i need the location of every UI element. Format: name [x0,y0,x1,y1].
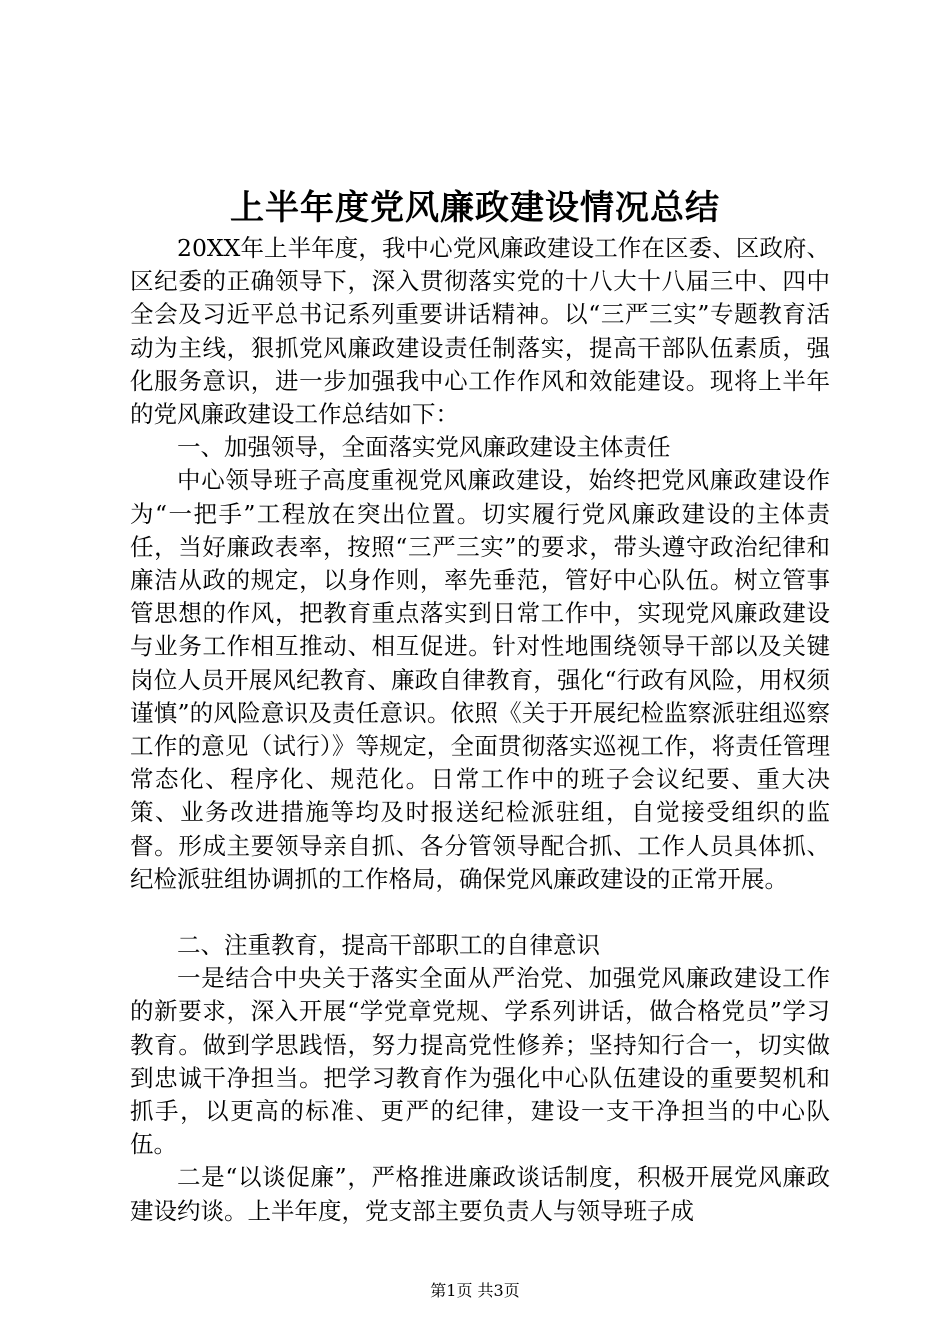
section-heading-2: 二、注重教育，提高干部职工的自律意识 [177,931,600,960]
paragraph-spacer [130,896,830,929]
section-2-paragraph-1: 一是结合中央关于落实全面从严治党、加强党风廉政建设工作的新要求，深入开展“学党章党规、学系列讲话，做合格党员”学习教育。做到学思践悟，努力提高党性修养；坚持知行合一，切实做到忠诚干净担当。把学习教育作为强化中心队伍建设的重要契机和抓手，以更高的标准、更严的纪律，建设一支干净担当的中心队伍。 [130,964,830,1159]
section-2-paragraph-2: 二是“以谈促廉”，严格推进廉政谈话制度，积极开展党风廉政建设约谈。上半年度，党支部主要负责人与领导班子成 [130,1163,830,1225]
page-number-footer: 第1页 共3页 [430,1281,520,1300]
section-heading-1: 一、加强领导，全面落实党风廉政建设主体责任 [177,433,671,462]
document-body [130,232,830,1228]
document-title: 上半年度党风廉政建设情况总结 [230,188,720,228]
intro-paragraph: 20XX年上半年度，我中心党风廉政建设工作在区委、区政府、区纪委的正确领导下，深入贯彻落实党的十八大十八届三中、四中全会及习近平总书记系列重要讲话精神。以“三严三实”专题教育活动为主线，狠抓党风廉政建设责任制落实，提高干部队伍素质，强化服务意识，进一步加强我中心工作作风和效能建设。现将上半年的党风廉政建设工作总结如下： [130,234,830,429]
section-1-paragraph: 中心领导班子高度重视党风廉政建设，始终把党风廉政建设作为“一把手”工程放在突出位置。切实履行党风廉政建设的主体责任，当好廉政表率，按照“三严三实”的要求，带头遵守政治纪律和廉洁从政的规定，以身作则，率先垂范，管好中心队伍。树立管事管思想的作风，把教育重点落实到日常工作中，实现党风廉政建设与业务工作相互推动、相互促进。针对性地围绕领导干部以及关键岗位人员开展风纪教育、廉政自律教育，强化“行政有风险，用权须谨慎”的风险意识及责任意识。依照《关于开展纪检监察派驻组巡察工作的意见（试行）》等规定，全面贯彻落实巡视工作，将责任管理常态化、程序化、规范化。日常工作中的班子会议纪要、重大决策、业务改进措施等均及时报送纪检派驻组，自觉接受组织的监督。形成主要领导亲自抓、各分管领导配合抓、工作人员具体抓、纪检派驻组协调抓的工作格局，确保党风廉政建设的正常开展。 [130,466,830,893]
